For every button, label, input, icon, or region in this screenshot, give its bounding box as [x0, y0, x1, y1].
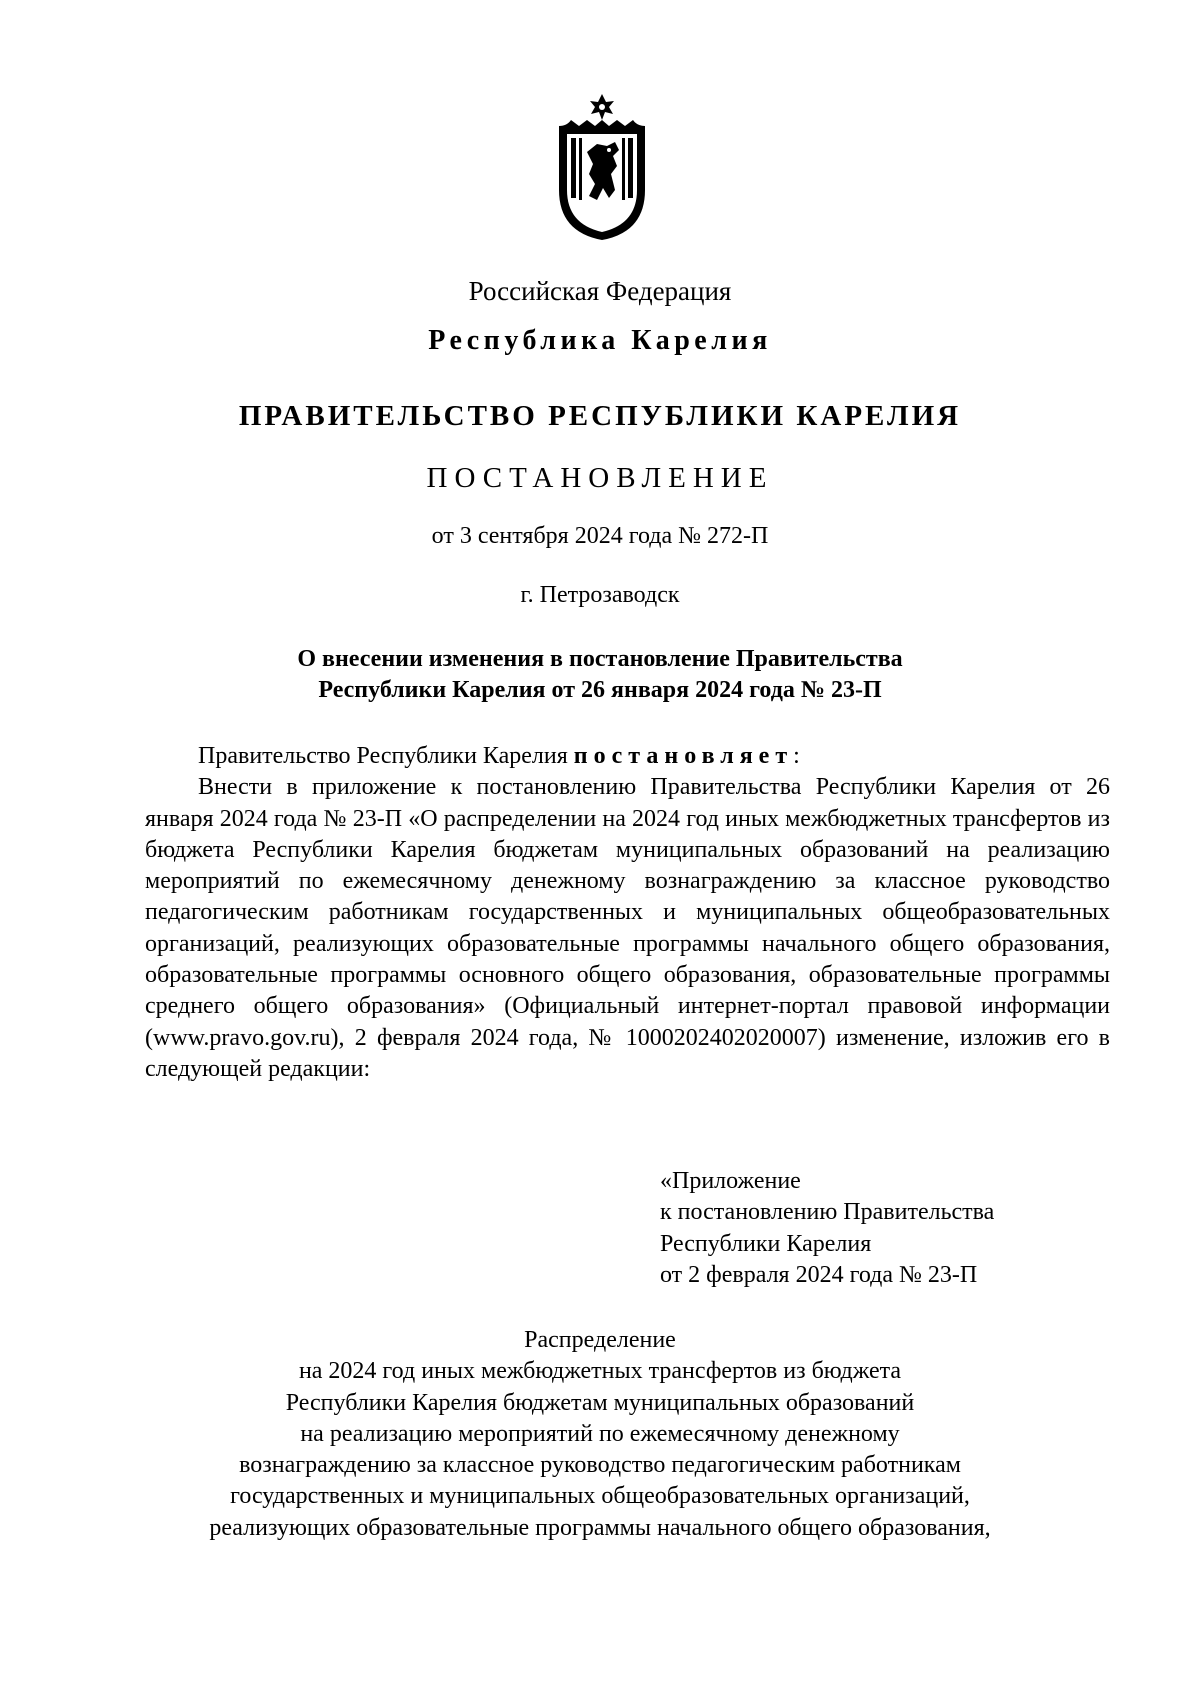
- distribution-line: на реализацию мероприятий по ежемесячному денежному: [300, 1420, 900, 1447]
- karelia-coat-of-arms-icon: [553, 92, 651, 242]
- distribution-title: [0, 1325, 1200, 1544]
- distribution-line: реализующих образовательные программы начального общего образования,: [209, 1514, 991, 1541]
- document-date-number: от 3 сентября 2024 года № 272-П: [431, 523, 769, 549]
- document-body: [145, 741, 1110, 1085]
- intro-prefix: Правительство Республики Карелия: [198, 743, 574, 769]
- distribution-line: государственных и муниципальных общеобразовательных организаций,: [230, 1483, 970, 1510]
- document-title-line-1: О внесении изменения в постановление Правительства: [297, 646, 903, 672]
- document-title-line-2: Республики Карелия от 26 января 2024 года № 23-П: [318, 677, 882, 703]
- republic-name: Республика Карелия: [428, 325, 772, 356]
- intro-keyword: постановляет: [573, 743, 794, 769]
- appendix-line-2: к постановлению Правительства: [660, 1199, 995, 1226]
- country-name: Российская Федерация: [468, 276, 732, 306]
- distribution-line: вознаграждению за классное руководство педагогическим работникам: [239, 1452, 961, 1479]
- appendix-reference: [660, 1166, 994, 1291]
- resolution-intro: [145, 741, 1110, 772]
- document-city: г. Петрозаводск: [520, 582, 680, 608]
- document-type: ПОСТАНОВЛЕНИЕ: [426, 462, 774, 494]
- document-title: [0, 644, 1200, 706]
- appendix-line-4: от 2 февраля 2024 года № 23-П: [660, 1261, 978, 1288]
- distribution-line: Республики Карелия бюджетам муниципальных образований: [285, 1389, 915, 1416]
- distribution-line: Распределение: [524, 1327, 676, 1353]
- distribution-line: на 2024 год иных межбюджетных трансфертов из бюджета: [298, 1358, 902, 1385]
- resolution-paragraph: Внести в приложение к постановлению Правительства Республики Карелия от 26 января 2024 года № 23-П «О распределении на 2024 год иных межбюджетных трансфертов из бюджета Республики Карелия бюджетам муниципальных образований на реализацию мероприятий по ежемесячному денежному вознаграждению за классное руководство педагогическим работникам государственных и муниципальных общеобразовательных организаций, реализующих образовательные программы начального общего образования, образовательные программы основного общего образования, образовательные программы среднего общего образования» (Официальный интернет-портал правовой информации (www.pravo.gov.ru), 2 февраля 2024 года, № 1000202402020007) изменение, изложив его в следующей редакции:: [145, 774, 1110, 1082]
- government-name: ПРАВИТЕЛЬСТВО РЕСПУБЛИКИ КАРЕЛИЯ: [238, 400, 962, 432]
- appendix-line-3: Республики Карелия: [660, 1230, 872, 1257]
- appendix-line-1: «Приложение: [660, 1168, 801, 1194]
- intro-suffix: :: [793, 743, 800, 769]
